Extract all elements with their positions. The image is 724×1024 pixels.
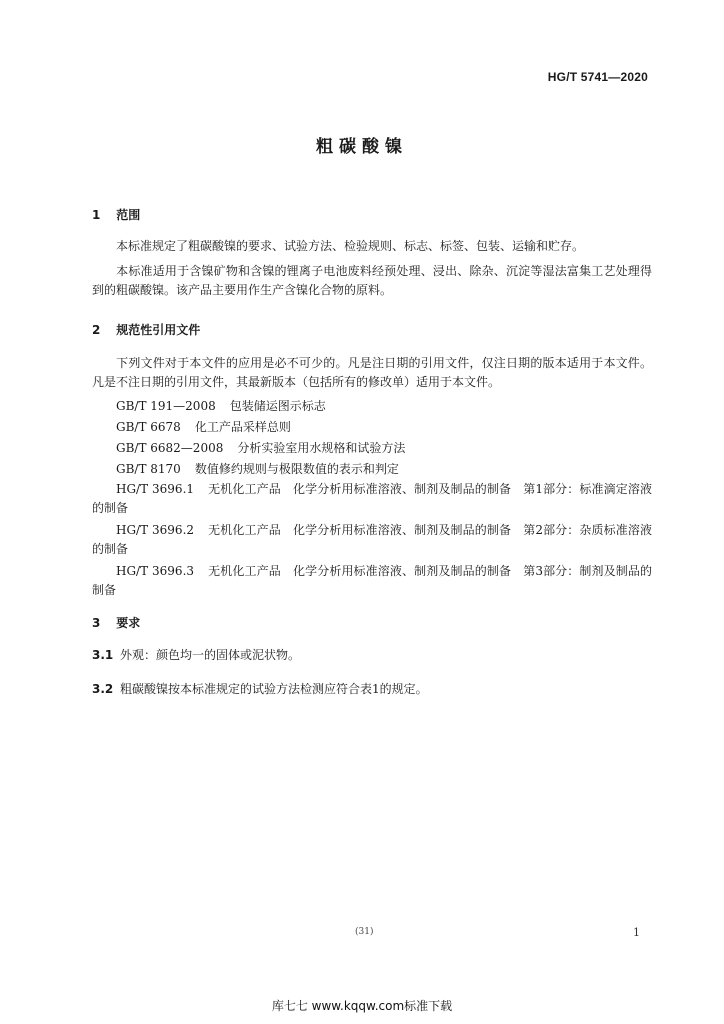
section-1-heading	[92, 206, 140, 223]
scope-text-2: 本标准适用于含镍矿物和含镍的锂离子电池废料经预处理、浸出、除杂、沉淀等湿法富集工艺处理得到的粗碳酸镍。该产品主要用作生产含镍化合物的原料。	[92, 264, 652, 297]
reference-code: HG/T 3696.1	[116, 482, 195, 496]
reference-title: 数值修约规则与极限数值的表示和判定	[194, 462, 399, 476]
reference-item	[116, 418, 291, 435]
section-2-number: 2	[92, 323, 101, 337]
references-intro	[92, 354, 652, 392]
clause-number: 3.2	[92, 682, 114, 696]
reference-code: GB/T 8170	[116, 462, 181, 476]
scope-text-1: 本标准规定了粗碳酸镍的要求、试验方法、检验规则、标志、标签、包装、运输和贮存。	[116, 239, 585, 253]
document-title: 粗碳酸镍	[316, 137, 408, 157]
reference-item	[116, 439, 405, 456]
reference-title: 包装储运图示标志	[229, 399, 326, 413]
section-1-number: 1	[92, 208, 101, 222]
reference-item	[116, 460, 399, 477]
reference-code: HG/T 3696.3	[116, 564, 195, 578]
section-2-heading	[92, 321, 200, 338]
section-3-heading	[92, 614, 140, 631]
clause-number: 3.1	[92, 648, 114, 662]
reference-title: 无机化工产品 化学分析用标准溶液、制剂及制品的制备 第3部分：制剂及制品的制备	[92, 564, 653, 597]
clause-3-2	[92, 680, 428, 697]
clause-text: 外观：颜色均一的固体或泥状物。	[120, 648, 301, 662]
section-1-title: 范围	[116, 208, 141, 222]
scope-paragraph-2	[92, 262, 652, 300]
folio-number: (31)	[355, 927, 374, 937]
scope-paragraph-1	[92, 237, 652, 256]
reference-code: GB/T 6682—2008	[116, 441, 224, 455]
references-intro-text: 下列文件对于本文件的应用是必不可少的。凡是注日期的引用文件，仅注日期的版本适用于本文件。凡是不注日期的引用文件，其最新版本（包括所有的修改单）适用于本文件。	[92, 356, 652, 389]
section-3-number: 3	[92, 616, 101, 630]
standard-number: HG/T 5741—2020	[547, 70, 648, 84]
clause-text: 粗碳酸镍按本标准规定的试验方法检测应符合表1的规定。	[120, 682, 428, 696]
reference-title: 无机化工产品 化学分析用标准溶液、制剂及制品的制备 第1部分：标准滴定溶液的制备	[92, 482, 653, 515]
reference-code: GB/T 191—2008	[116, 399, 216, 413]
reference-title: 化工产品采样总则	[194, 420, 291, 434]
reference-code: HG/T 3696.2	[116, 523, 195, 537]
reference-title: 无机化工产品 化学分析用标准溶液、制剂及制品的制备 第2部分：杂质标准溶液的制备	[92, 523, 653, 556]
reference-item	[92, 562, 652, 600]
reference-item	[92, 480, 652, 518]
reference-code: GB/T 6678	[116, 420, 181, 434]
section-3-title: 要求	[116, 616, 141, 630]
page-number: 1	[633, 926, 640, 939]
reference-title: 分析实验室用水规格和试验方法	[237, 441, 406, 455]
section-2-title: 规范性引用文件	[116, 323, 201, 337]
download-footer: 库七七 www.kqqw.com标准下载	[271, 999, 453, 1013]
clause-3-1	[92, 646, 300, 663]
reference-item	[116, 397, 326, 414]
reference-item	[92, 521, 652, 559]
